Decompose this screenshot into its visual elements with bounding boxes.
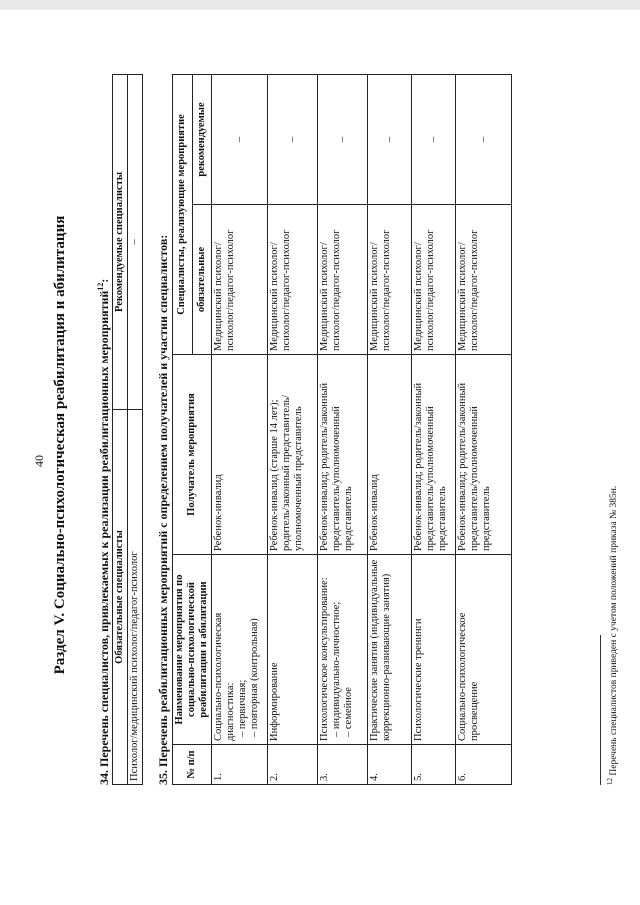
table-row <box>368 75 412 785</box>
row-recipient: Ребенок-инвалид (старше 14 лет); родитель/законный представитель/уполномоченный представитель <box>268 355 318 555</box>
section34-heading-end: : <box>97 278 111 283</box>
measures-table <box>172 74 512 785</box>
header-number: № п/п <box>173 745 212 785</box>
measures-table-header <box>173 75 193 785</box>
row-required-specialists: Медицинский психолог/психолог/педагог-психолог <box>456 205 512 355</box>
measure-subitem: – повторная (контрольная) <box>249 618 260 737</box>
row-number: 4. <box>368 745 412 785</box>
measure-subitem: – индивидуально-личностное; <box>331 601 342 737</box>
table-row <box>318 75 368 785</box>
table-row <box>412 75 456 785</box>
header-required: обязательные <box>192 205 212 355</box>
footnote-divider <box>600 635 601 785</box>
section35-heading: 35. Перечень реабилитационных мероприятий с определением получателей и участии специалистов: <box>156 234 170 785</box>
measure-subitem: – первичная; <box>237 679 248 737</box>
specialists-table-header <box>113 75 128 785</box>
page-number: 40 <box>32 455 46 467</box>
header-required-specialists: Обязательные специалисты <box>113 410 128 785</box>
row-required-specialists: Медицинский психолог/психолог/педагог-психолог <box>412 205 456 355</box>
row-measure-name: Информирование <box>268 555 318 745</box>
table-row <box>456 75 512 785</box>
row-recommended-specialists: – <box>212 75 268 205</box>
row-recipient: Ребенок-инвалид; родитель/законный представитель/уполномоченный представитель <box>412 355 456 555</box>
row-number: 6. <box>456 745 512 785</box>
section34-heading <box>96 279 112 785</box>
section34-heading-text: 34. Перечень специалистов, привлекаемых к реализации реабилитационных мероприятий <box>97 290 111 785</box>
footnote-marker: 12 <box>606 778 614 785</box>
measure-subitem: – семейное <box>343 687 354 737</box>
row-measure-name <box>318 555 368 745</box>
header-recommended: рекомендуемые <box>192 75 212 205</box>
row-recommended-specialists: – <box>412 75 456 205</box>
row-recommended-specialists: – <box>456 75 512 205</box>
scan-edge-shadow <box>0 0 640 10</box>
footnote <box>606 486 619 785</box>
header-recipient: Получатель мероприятия <box>173 355 212 555</box>
row-measure-name: Психологические тренинги <box>412 555 456 745</box>
row-measure-name: Практические занятия (индивидуальные коррекционно-развивающие занятия) <box>368 555 412 745</box>
row-recommended-specialists: – <box>268 75 318 205</box>
row-required-specialists: Медицинский психолог/психолог/педагог-психолог <box>212 205 268 355</box>
row-recommended-specialists: – <box>368 75 412 205</box>
footnote-text: Перечень специалистов приведен с учетом положений приказа № 385н. <box>609 485 620 776</box>
row-recipient: Ребенок-инвалид <box>212 355 268 555</box>
row-number: 5. <box>412 745 456 785</box>
table-row <box>268 75 318 785</box>
required-specialists-value: Психолог/медицинский психолог/педагог-психолог <box>128 410 143 785</box>
measure-title: Социально-психологическая диагностика: <box>213 612 236 741</box>
header-measure-name: Наименование мероприятия по социально-психологической реабилитации и абилитации <box>173 555 212 745</box>
measure-title: Психологическое консультирование: <box>319 577 330 741</box>
row-number: 1. <box>212 745 268 785</box>
header-specialists: Специалисты, реализующие мероприятие <box>173 75 193 355</box>
row-required-specialists: Медицинский психолог/психолог/педагог-психолог <box>268 205 318 355</box>
specialists-table <box>112 74 143 785</box>
row-recipient: Ребенок-инвалид; родитель/законный представитель/уполномоченный представитель <box>318 355 368 555</box>
row-number: 2. <box>268 745 318 785</box>
row-recommended-specialists: – <box>318 75 368 205</box>
row-recipient: Ребенок-инвалид <box>368 355 412 555</box>
section34-footnote-ref: 12 <box>96 282 105 291</box>
header-recommended-specialists: Рекомендуемые специалисты <box>113 75 128 410</box>
section-title: Раздел V. Социально-психологическая реабилитация и абилитация <box>52 215 68 675</box>
row-required-specialists: Медицинский психолог/психолог/педагог-психолог <box>368 205 412 355</box>
row-measure-name: Социально-психологическое просвещение <box>456 555 512 745</box>
row-recipient: Ребенок-инвалид; родитель/законный представитель/уполномоченный представитель <box>456 355 512 555</box>
row-required-specialists: Медицинский психолог/психолог/педагог-психолог <box>318 205 368 355</box>
recommended-specialists-value: – <box>128 75 143 410</box>
row-number: 3. <box>318 745 368 785</box>
table-row <box>212 75 268 785</box>
specialists-table-row <box>128 75 143 785</box>
row-measure-name <box>212 555 268 745</box>
